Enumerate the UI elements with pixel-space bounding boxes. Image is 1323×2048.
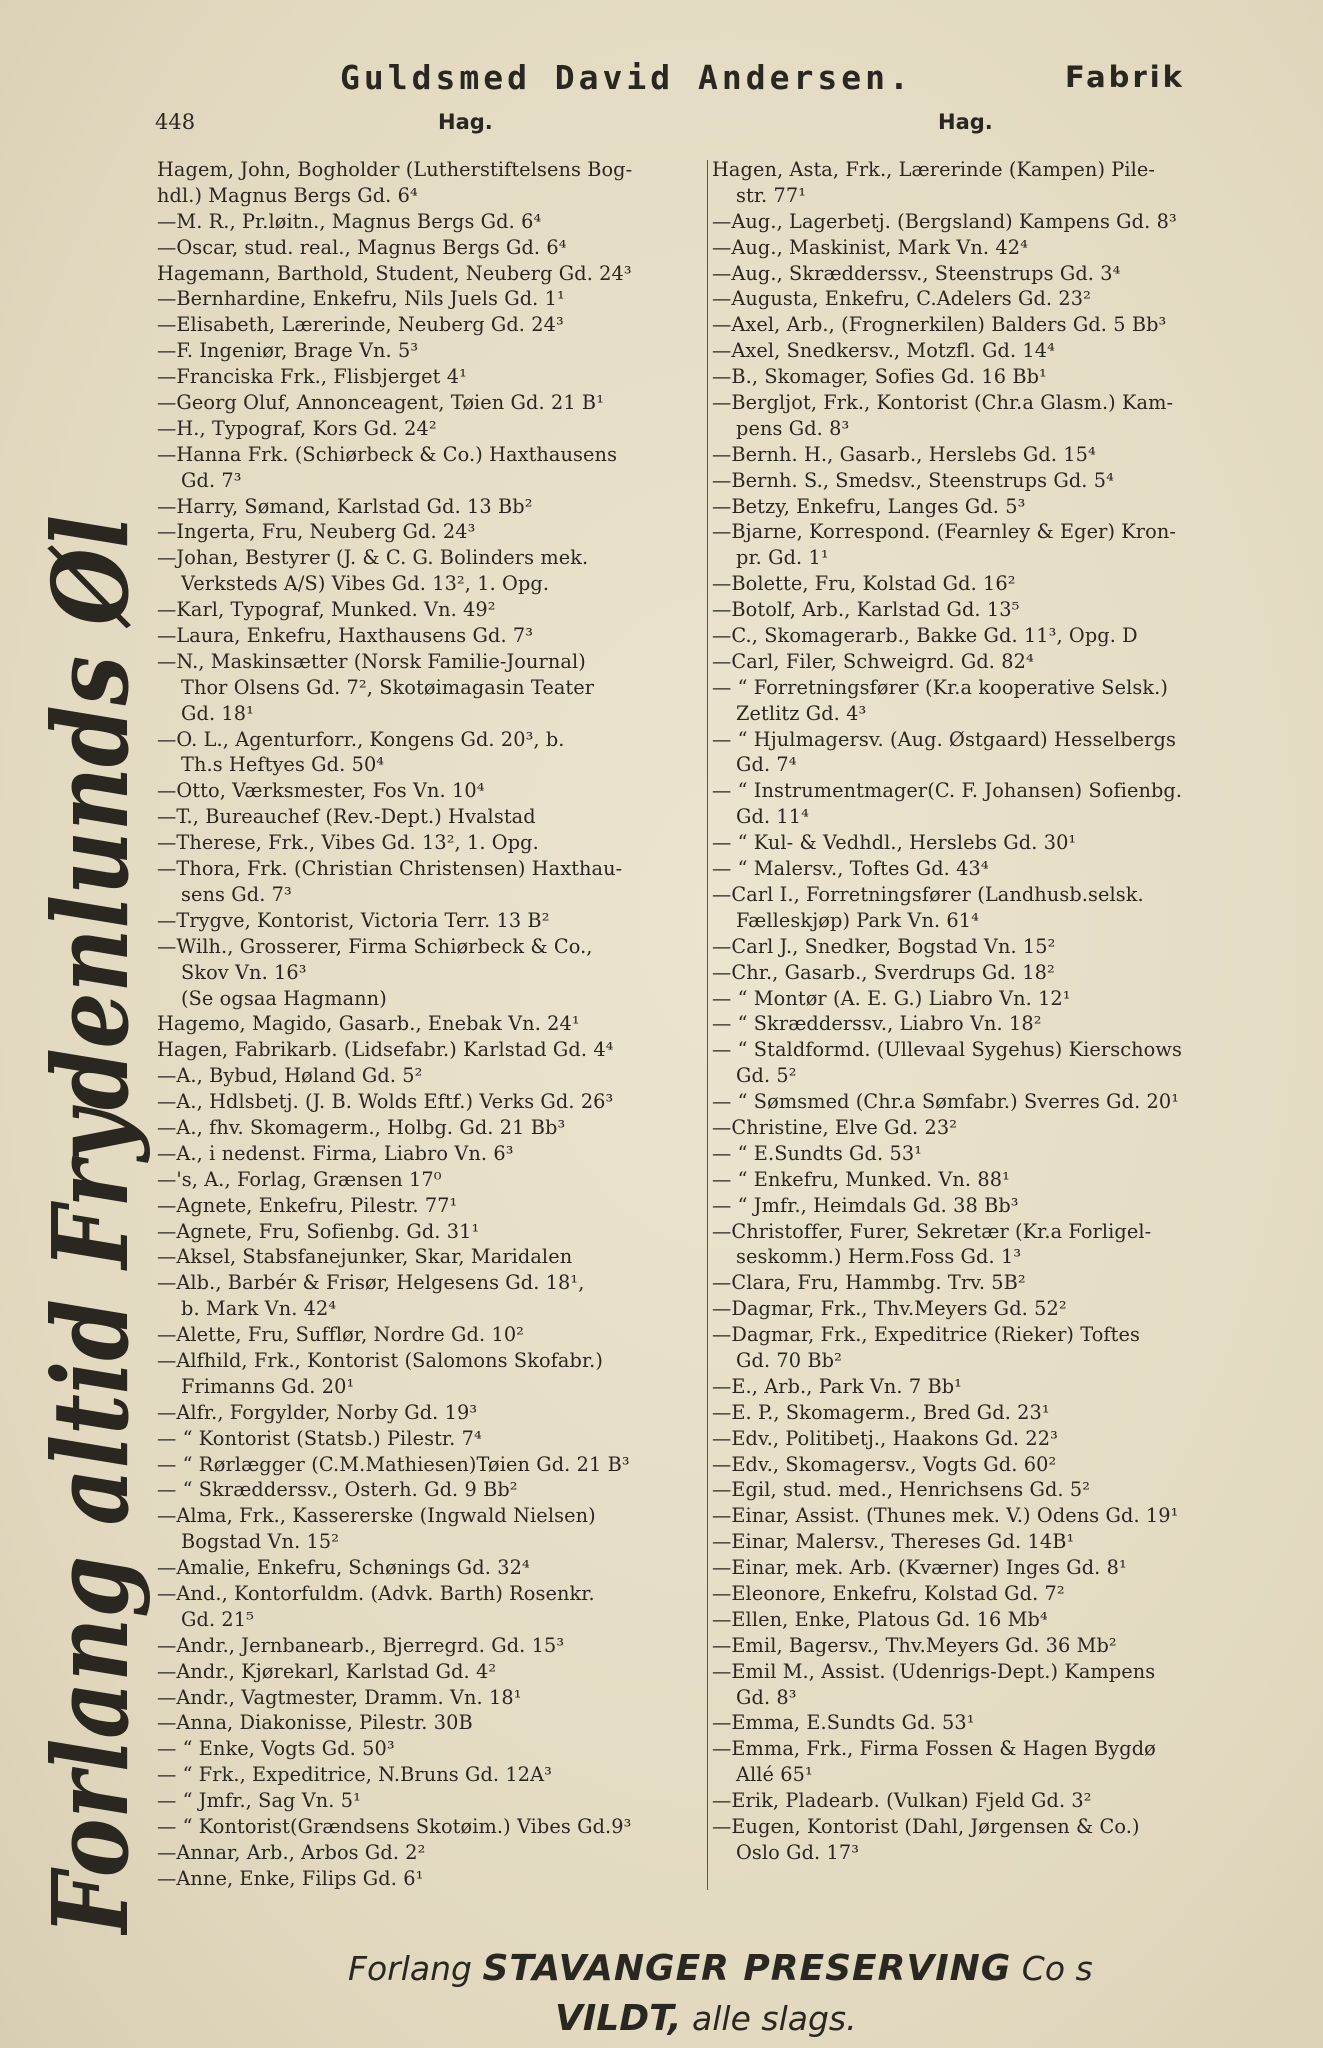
directory-entry-line: —Alfr., Forgylder, Norby Gd. 19³ bbox=[157, 1400, 478, 1424]
directory-entry-line: sens Gd. 7³ bbox=[181, 882, 292, 906]
directory-entry-line: Thor Olsens Gd. 7², Skotøimagasin Teater bbox=[181, 675, 595, 699]
directory-entry-line: —A., fhv. Skomagerm., Holbg. Gd. 21 Bb³ bbox=[157, 1115, 566, 1139]
directory-entry-line: —And., Kontorfuldm. (Advk. Barth) Rosenkr. bbox=[157, 1581, 595, 1605]
directory-entry-line: —Andr., Vagtmester, Dramm. Vn. 18¹ bbox=[157, 1685, 522, 1709]
directory-entry-line: —Clara, Fru, Hammbg. Trv. 5B² bbox=[712, 1271, 1026, 1295]
directory-entry-line: Gd. 7⁴ bbox=[736, 753, 797, 777]
directory-entry-line: —Hanna Frk. (Schiørbeck & Co.) Haxthausens bbox=[157, 442, 618, 466]
right-column-heading: Hag. bbox=[938, 110, 993, 134]
directory-entry-line: —Agnete, Fru, Sofienbg. Gd. 31¹ bbox=[157, 1219, 480, 1243]
directory-entry-line: —Dagmar, Frk., Expeditrice (Rieker) Toftes bbox=[712, 1323, 1140, 1347]
side-ad-text: Forlang altid Frydenlunds Øl bbox=[29, 505, 152, 1935]
directory-entry-line: —Betzy, Enkefru, Langes Gd. 5³ bbox=[712, 494, 1026, 518]
directory-entry-line: —Egil, stud. med., Henrichsens Gd. 5² bbox=[712, 1478, 1091, 1502]
directory-entry-line: —Emma, Frk., Firma Fossen & Hagen Bygdø bbox=[712, 1737, 1156, 1761]
directory-entry-line: —Agnete, Enkefru, Pilestr. 77¹ bbox=[157, 1193, 458, 1217]
directory-entry-line: Hagem, John, Bogholder (Lutherstiftelsens Bog- bbox=[157, 158, 633, 181]
directory-entry-line: —B., Skomager, Sofies Gd. 16 Bb¹ bbox=[712, 365, 1047, 389]
directory-entry-line: —E. P., Skomagerm., Bred Gd. 23¹ bbox=[712, 1400, 1050, 1424]
ad-vildt: VILDT, bbox=[555, 1998, 682, 2039]
directory-entry-line: —Axel, Snedkersv., Motzfl. Gd. 14⁴ bbox=[712, 339, 1055, 363]
directory-entry-line: —Alma, Frk., Kassererske (Ingwald Nielsen) bbox=[157, 1504, 596, 1528]
directory-entry-line: Skov Vn. 16³ bbox=[181, 960, 307, 984]
directory-entry-line: —Trygve, Kontorist, Victoria Terr. 13 B² bbox=[157, 908, 550, 932]
ad-cos: Co s bbox=[1021, 1949, 1093, 1988]
directory-entry-line: — “ Sømsmed (Chr.a Sømfabr.) Sverres Gd. 20¹ bbox=[712, 1090, 1180, 1114]
directory-entry-line: —Bolette, Fru, Kolstad Gd. 16² bbox=[712, 572, 1016, 596]
directory-entry-line: —C., Skomagerarb., Bakke Gd. 11³, Opg. D bbox=[712, 624, 1138, 648]
ad-alle-slags: alle slags. bbox=[692, 1999, 857, 2038]
directory-entry-line: —Einar, Malersv., Thereses Gd. 14B¹ bbox=[712, 1530, 1075, 1554]
directory-entry-line: — “ Enke, Vogts Gd. 50³ bbox=[157, 1737, 395, 1761]
directory-entry-line: —Eleonore, Enkefru, Kolstad Gd. 7² bbox=[712, 1581, 1065, 1605]
directory-entry-line: b. Mark Vn. 42⁴ bbox=[181, 1297, 337, 1321]
directory-entry-line: —Georg Oluf, Annonceagent, Tøien Gd. 21 B¹ bbox=[157, 391, 605, 415]
directory-entry-line: —E., Arb., Park Vn. 7 Bb¹ bbox=[712, 1374, 962, 1398]
directory-entry-line: —Chr., Gasarb., Sverdrups Gd. 18² bbox=[712, 960, 1055, 984]
directory-entry-line: — “ Malersv., Toftes Gd. 43⁴ bbox=[712, 857, 989, 881]
directory-entry-line: —Edv., Politibetj., Haakons Gd. 22³ bbox=[712, 1426, 1058, 1450]
directory-entry-line: —Karl, Typograf, Munked. Vn. 49² bbox=[157, 598, 496, 622]
directory-entry-line: —Bernh. S., Smedsv., Steenstrups Gd. 5⁴ bbox=[712, 468, 1114, 492]
directory-entry-line: — “ E.Sundts Gd. 53¹ bbox=[712, 1141, 923, 1165]
directory-entry-line: —Ingerta, Fru, Neuberg Gd. 24³ bbox=[157, 520, 476, 544]
directory-entry-line: str. 77¹ bbox=[736, 183, 807, 207]
directory-entry-line: —Alette, Fru, Sufflør, Nordre Gd. 10² bbox=[157, 1323, 525, 1347]
directory-entry-line: —N., Maskinsætter (Norsk Familie-Journal) bbox=[157, 649, 586, 673]
directory-entry-line: —'s, A., Forlag, Grænsen 17⁰ bbox=[157, 1167, 442, 1191]
directory-entry-line: —Andr., Jernbanearb., Bjerregrd. Gd. 15³ bbox=[157, 1633, 565, 1657]
directory-entry-line: — “ Kontorist (Statsb.) Pilestr. 7⁴ bbox=[157, 1426, 482, 1450]
directory-entry-line: Hagemann, Barthold, Student, Neuberg Gd. 24³ bbox=[157, 261, 632, 285]
directory-entry-line: — “ Kontorist(Grændsens Skotøim.) Vibes Gd.9³ bbox=[157, 1815, 632, 1838]
directory-entry-line: —A., Bybud, Høland Gd. 5² bbox=[157, 1064, 423, 1088]
directory-entry-line: —Alb., Barbér & Frisør, Helgesens Gd. 18¹, bbox=[157, 1271, 585, 1295]
directory-entry-line: —Edv., Skomagersv., Vogts Gd. 60² bbox=[712, 1452, 1057, 1476]
directory-entry-line: Oslo Gd. 17³ bbox=[736, 1840, 860, 1864]
column-divider bbox=[707, 160, 708, 1890]
directory-entry-line: —Aug., Maskinist, Mark Vn. 42⁴ bbox=[712, 235, 1028, 259]
directory-entry-line: —Augusta, Enkefru, C.Adelers Gd. 23² bbox=[712, 287, 1091, 311]
directory-entry-line: —Aug., Lagerbetj. (Bergsland) Kampens Gd. 8³ bbox=[712, 209, 1177, 233]
directory-entry-line: —Bjarne, Korrespond. (Fearnley & Eger) Kron- bbox=[712, 520, 1176, 544]
directory-entry-line: —M. R., Pr.løitn., Magnus Bergs Gd. 6⁴ bbox=[157, 209, 542, 233]
directory-entry-line: —A., i nedenst. Firma, Liabro Vn. 6³ bbox=[157, 1141, 514, 1165]
directory-entry-line: Verksteds A/S) Vibes Gd. 13², 1. Opg. bbox=[181, 572, 550, 596]
directory-entry-line: Allé 65¹ bbox=[736, 1763, 813, 1787]
directory-entry-line: — “ Skrædderssv., Osterh. Gd. 9 Bb² bbox=[157, 1478, 518, 1502]
directory-entry-line: —Elisabeth, Lærerinde, Neuberg Gd. 24³ bbox=[157, 313, 564, 337]
directory-entry-line: —Botolf, Arb., Karlstad Gd. 13⁵ bbox=[712, 598, 1020, 622]
directory-entry-line: —Bernhardine, Enkefru, Nils Juels Gd. 1¹ bbox=[157, 287, 565, 311]
directory-entry-line: Zetlitz Gd. 4³ bbox=[736, 701, 867, 725]
directory-entry-line: —Axel, Arb., (Frognerkilen) Balders Gd. 5 Bb³ bbox=[712, 313, 1167, 337]
directory-entry-line: —Therese, Frk., Vibes Gd. 13², 1. Opg. bbox=[157, 831, 539, 855]
directory-entry-line: Th.s Heftyes Gd. 50⁴ bbox=[181, 753, 385, 777]
directory-entry-line: —Bergljot, Frk., Kontorist (Chr.a Glasm.) Kam- bbox=[712, 391, 1174, 415]
directory-entry-line: — “ Jmfr., Heimdals Gd. 38 Bb³ bbox=[712, 1193, 1019, 1217]
directory-entry-line: Gd. 21⁵ bbox=[181, 1607, 254, 1631]
directory-entry-line: — “ Jmfr., Sag Vn. 5¹ bbox=[157, 1789, 361, 1813]
directory-entry-line: —Laura, Enkefru, Haxthausens Gd. 7³ bbox=[157, 624, 534, 648]
directory-entry-line: —Einar, mek. Arb. (Kværner) Inges Gd. 8¹ bbox=[712, 1556, 1127, 1580]
directory-entry-line: —Christine, Elve Gd. 23² bbox=[712, 1115, 958, 1139]
page-number: 448 bbox=[155, 110, 196, 134]
directory-entry-line: hdl.) Magnus Bergs Gd. 6⁴ bbox=[157, 183, 418, 207]
directory-entry-line: —Annar, Arb., Arbos Gd. 2² bbox=[157, 1840, 426, 1864]
right-column bbox=[712, 157, 1268, 1937]
bottom-ad bbox=[0, 1938, 1323, 2048]
ad-forlang: Forlang bbox=[348, 1949, 472, 1988]
directory-entry-line: —Aksel, Stabsfanejunker, Skar, Maridalen bbox=[157, 1245, 573, 1269]
directory-entry-line: —Anna, Diakonisse, Pilestr. 30B bbox=[157, 1711, 473, 1735]
directory-entry-line: Gd. 8³ bbox=[736, 1685, 797, 1709]
left-column-heading: Hag. bbox=[438, 110, 493, 134]
banner-fabrik: Fabrik bbox=[1065, 60, 1185, 94]
directory-entry-line: —A., Hdlsbetj. (J. B. Wolds Eftf.) Verks Gd. 26³ bbox=[157, 1090, 614, 1114]
side-vertical-ad bbox=[15, 505, 165, 1935]
directory-entry-line: —Oscar, stud. real., Magnus Bergs Gd. 6⁴ bbox=[157, 235, 567, 259]
directory-entry-line: —Bernh. H., Gasarb., Herslebs Gd. 15⁴ bbox=[712, 442, 1096, 466]
directory-entry-line: —Johan, Bestyrer (J. & C. G. Bolinders mek. bbox=[157, 546, 589, 570]
directory-entry-line: — “ Frk., Expeditrice, N.Bruns Gd. 12A³ bbox=[157, 1763, 552, 1787]
directory-entry-line: Fælleskjøp) Park Vn. 61⁴ bbox=[736, 908, 979, 932]
directory-entry-line: —Aug., Skrædderssv., Steenstrups Gd. 3⁴ bbox=[712, 261, 1121, 285]
bottom-ad-line-2 bbox=[555, 1998, 857, 2039]
directory-entry-line: Gd. 70 Bb² bbox=[736, 1348, 842, 1372]
bottom-ad-line-1 bbox=[348, 1948, 1093, 1989]
directory-entry-line: —Andr., Kjørekarl, Karlstad Gd. 4² bbox=[157, 1659, 497, 1683]
directory-entry-line: Frimanns Gd. 20¹ bbox=[181, 1374, 355, 1398]
directory-entry-line: Hagen, Asta, Frk., Lærerinde (Kampen) Pile- bbox=[712, 158, 1156, 181]
directory-entry-line: (Se ogsaa Hagmann) bbox=[181, 986, 387, 1010]
directory-entry-line: — “ Enkefru, Munked. Vn. 88¹ bbox=[712, 1167, 1010, 1191]
directory-entry-line: —Anne, Enke, Filips Gd. 6¹ bbox=[157, 1866, 424, 1890]
directory-entry-line: —Eugen, Kontorist (Dahl, Jørgensen & Co.) bbox=[712, 1815, 1140, 1838]
directory-entry-line: — “ Staldformd. (Ullevaal Sygehus) Kierschows bbox=[712, 1038, 1182, 1062]
top-banner-ad bbox=[340, 58, 1280, 104]
directory-entry-line: — “ Forretningsfører (Kr.a kooperative Selsk.) bbox=[712, 675, 1168, 699]
directory-entry-line: Gd. 5² bbox=[736, 1064, 797, 1088]
directory-entry-line: —Ellen, Enke, Platous Gd. 16 Mb⁴ bbox=[712, 1607, 1048, 1631]
directory-entry-line: — “ Skrædderssv., Liabro Vn. 18² bbox=[712, 1012, 1042, 1036]
directory-entry-line: —Amalie, Enkefru, Schønings Gd. 32⁴ bbox=[157, 1556, 530, 1580]
directory-entry-line: —Carl I., Forretningsfører (Landhusb.selsk. bbox=[712, 882, 1144, 906]
directory-entry-line: —H., Typograf, Kors Gd. 24² bbox=[157, 416, 437, 440]
directory-entry-line: —F. Ingeniør, Brage Vn. 5³ bbox=[157, 339, 419, 363]
directory-entry-line: Hagen, Fabrikarb. (Lidsefabr.) Karlstad Gd. 4⁴ bbox=[157, 1038, 614, 1062]
directory-entry-line: —Christoffer, Furer, Sekretær (Kr.a Forligel- bbox=[712, 1219, 1152, 1243]
directory-entry-line: —Einar, Assist. (Thunes mek. V.) Odens Gd. 19¹ bbox=[712, 1504, 1179, 1528]
directory-entry-line: —Carl J., Snedker, Bogstad Vn. 15² bbox=[712, 934, 1056, 958]
directory-entry-line: —Wilh., Grosserer, Firma Schiørbeck & Co., bbox=[157, 934, 593, 958]
directory-entry-line: —Otto, Værksmester, Fos Vn. 10⁴ bbox=[157, 779, 485, 803]
left-column bbox=[157, 157, 705, 1937]
directory-entry-line: —Carl, Filer, Schweigrd. Gd. 82⁴ bbox=[712, 649, 1034, 673]
directory-entry-line: —O. L., Agenturforr., Kongens Gd. 20³, b. bbox=[157, 727, 565, 751]
directory-entry-line: Gd. 7³ bbox=[181, 468, 242, 492]
directory-entry-line: Gd. 18¹ bbox=[181, 701, 254, 725]
directory-entry-line: seskomm.) Herm.Foss Gd. 1³ bbox=[736, 1245, 1022, 1269]
directory-entry-line: —Emil M., Assist. (Udenrigs-Dept.) Kampens bbox=[712, 1659, 1156, 1683]
directory-entry-line: —Thora, Frk. (Christian Christensen) Haxthau- bbox=[157, 857, 623, 881]
directory-entry-line: Hagemo, Magido, Gasarb., Enebak Vn. 24¹ bbox=[157, 1012, 580, 1036]
banner-text: Guldsmed David Andersen. bbox=[340, 58, 913, 97]
directory-entry-line: pr. Gd. 1¹ bbox=[736, 546, 829, 570]
directory-entry-line: Gd. 11⁴ bbox=[736, 805, 809, 829]
directory-entry-line: — “ Kul- & Vedhdl., Herslebs Gd. 30¹ bbox=[712, 831, 1077, 855]
directory-entry-line: —Emil, Bagersv., Thv.Meyers Gd. 36 Mb² bbox=[712, 1633, 1117, 1657]
ad-company: STAVANGER PRESERVING bbox=[482, 1948, 1012, 1989]
directory-entry-line: pens Gd. 8³ bbox=[736, 416, 850, 440]
directory-entry-line: — “ Hjulmagersv. (Aug. Østgaard) Hesselbergs bbox=[712, 727, 1176, 751]
directory-entry-line: Bogstad Vn. 15² bbox=[181, 1530, 340, 1554]
directory-entry-line: —Alfhild, Frk., Kontorist (Salomons Skofabr.) bbox=[157, 1348, 604, 1372]
directory-entry-line: —Dagmar, Frk., Thv.Meyers Gd. 52² bbox=[712, 1297, 1067, 1321]
directory-entry-line: — “ Rørlægger (C.M.Mathiesen)Tøien Gd. 21 B³ bbox=[157, 1452, 630, 1476]
directory-entry-line: —Erik, Pladearb. (Vulkan) Fjeld Gd. 3² bbox=[712, 1789, 1092, 1813]
directory-entry-line: —Harry, Sømand, Karlstad Gd. 13 Bb² bbox=[157, 494, 533, 518]
directory-entry-line: —T., Bureauchef (Rev.-Dept.) Hvalstad bbox=[157, 805, 536, 829]
directory-entry-line: — “ Montør (A. E. G.) Liabro Vn. 12¹ bbox=[712, 986, 1071, 1010]
directory-entry-line: —Emma, E.Sundts Gd. 53¹ bbox=[712, 1711, 975, 1735]
directory-entry-line: — “ Instrumentmager(C. F. Johansen) Sofienbg. bbox=[712, 779, 1183, 803]
directory-entry-line: —Franciska Frk., Flisbjerget 4¹ bbox=[157, 365, 467, 389]
